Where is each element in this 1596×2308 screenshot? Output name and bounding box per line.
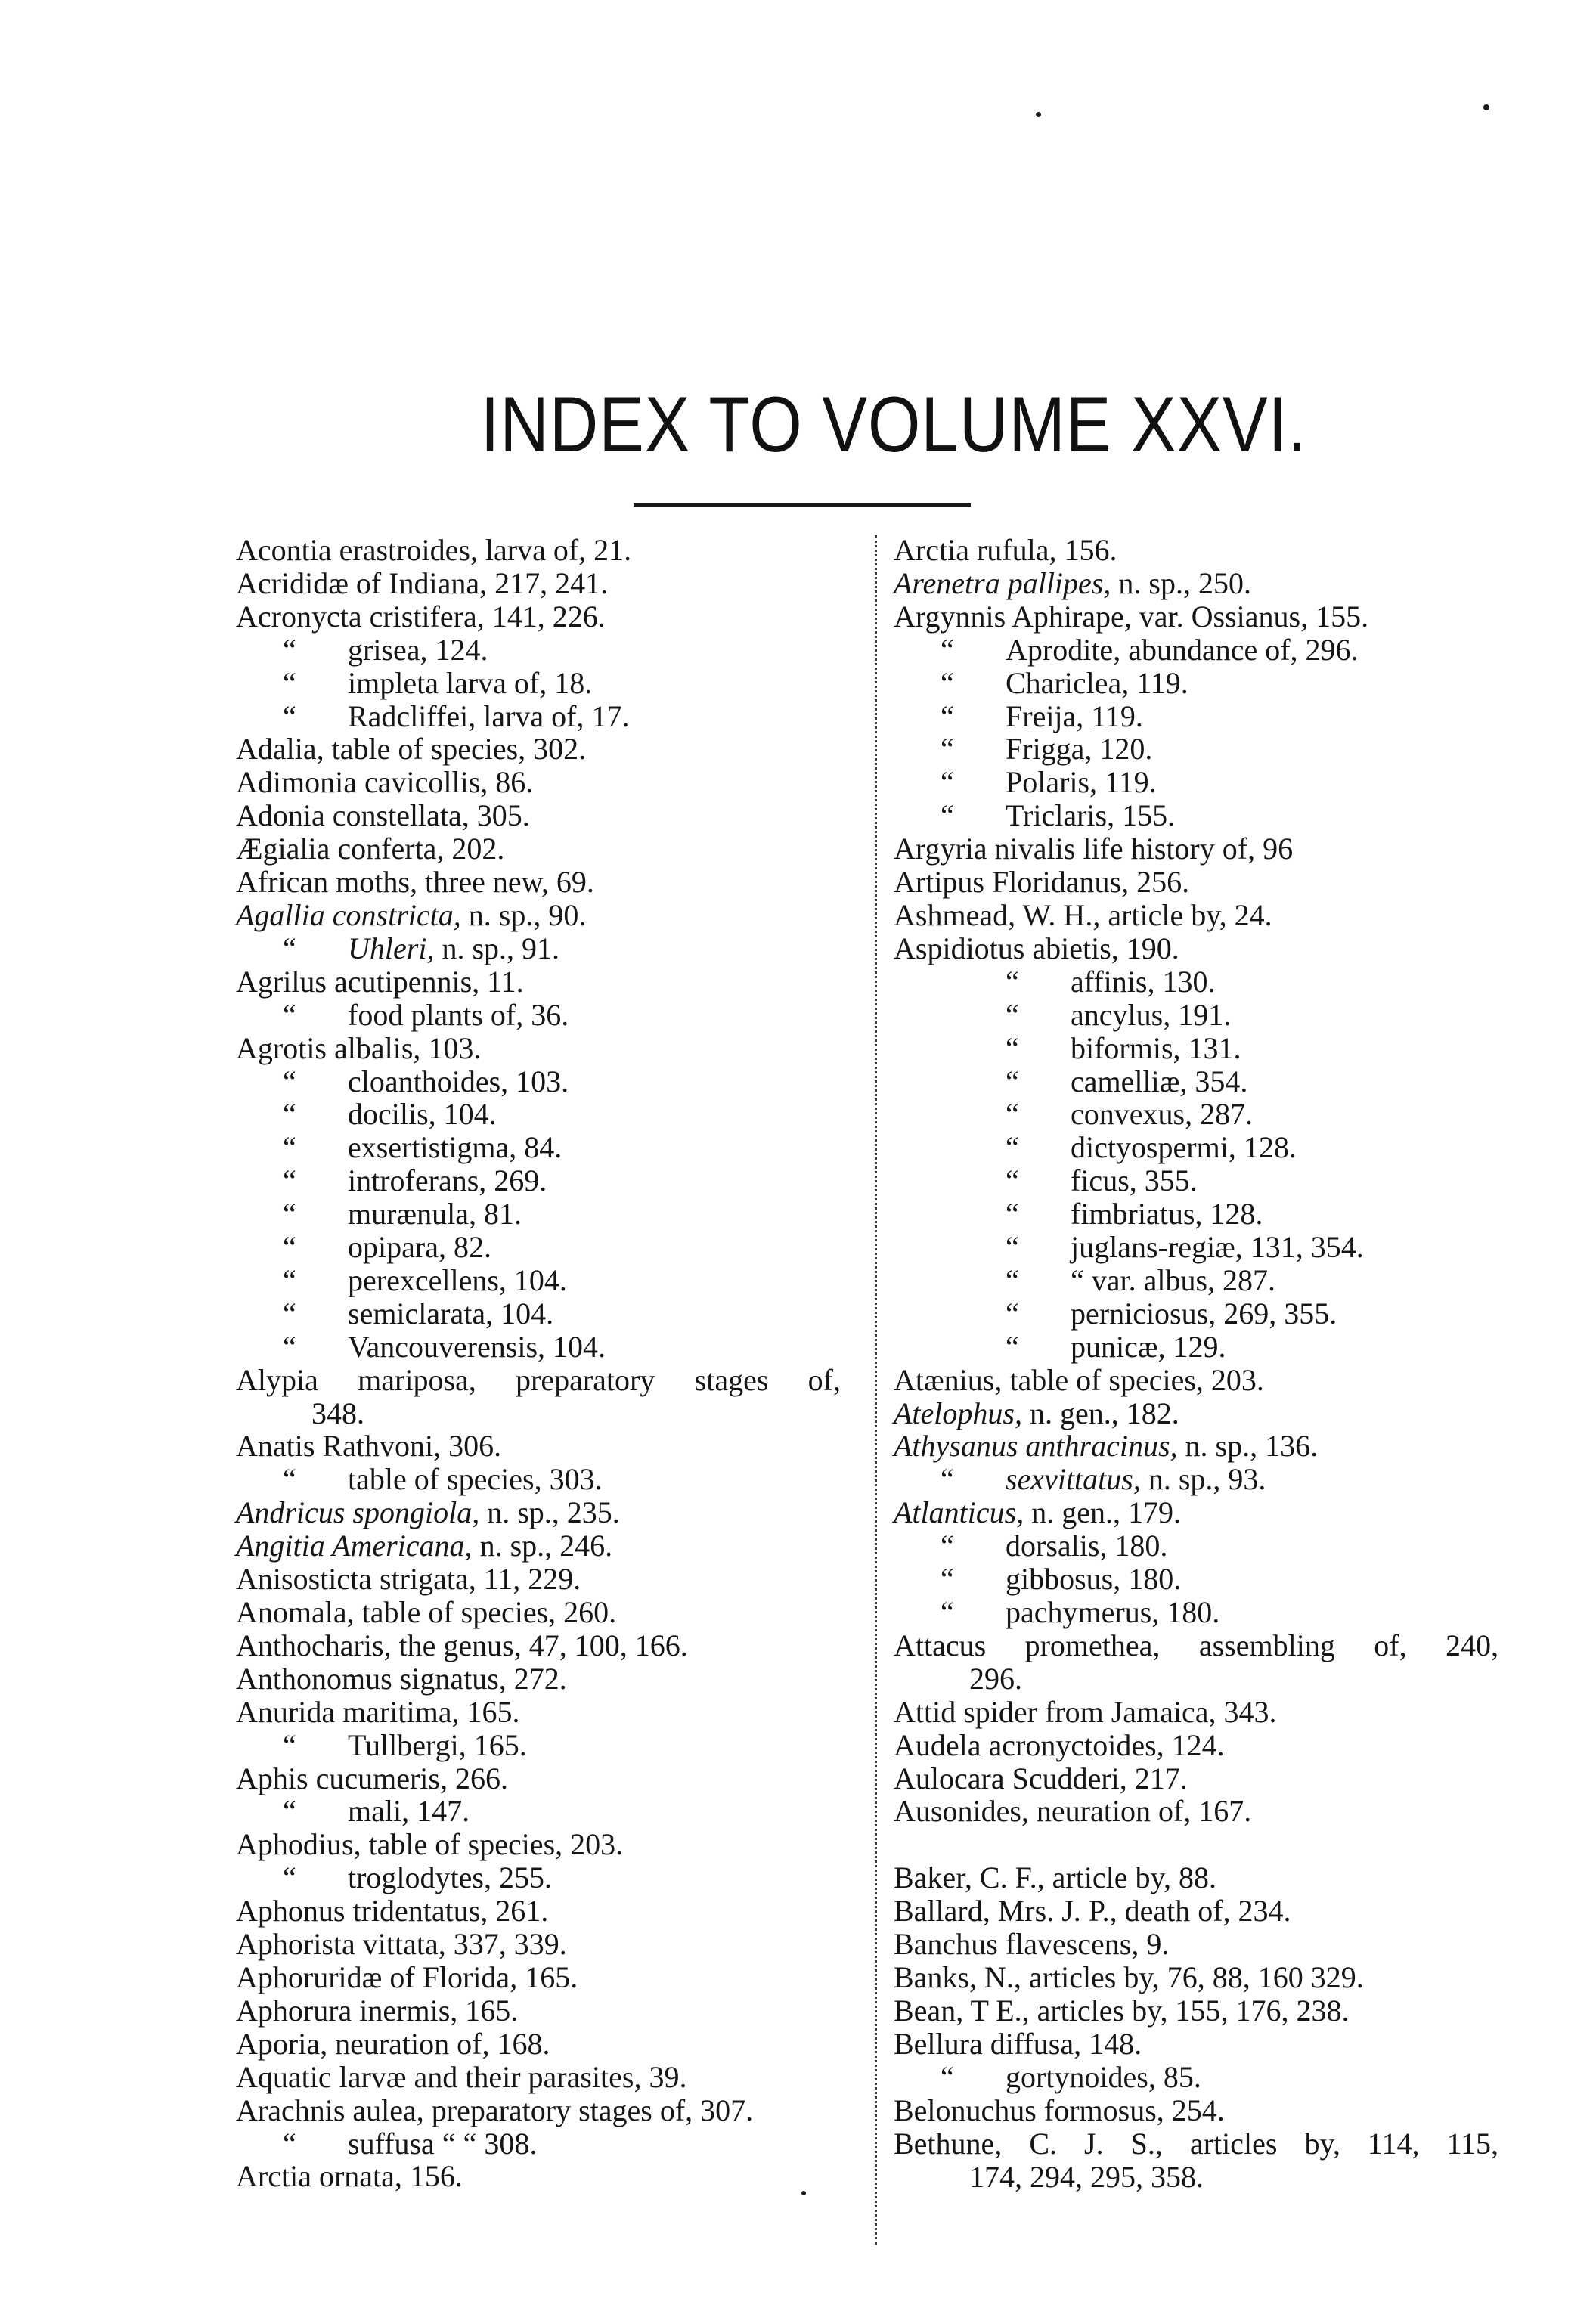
ditto-mark: “ [283, 1462, 296, 1497]
entry-text: n. sp., 90. [460, 897, 587, 932]
ditto-mark: “ [1006, 1163, 1019, 1198]
entry-text: 296. [969, 1661, 1022, 1696]
ditto-mark: “ [1006, 1262, 1019, 1297]
index-entry [236, 1463, 863, 1496]
entry-text: juglans-regiæ, 131, 354. [1071, 1230, 1364, 1265]
index-entry [894, 1762, 1521, 1795]
entry-text: Alypia mariposa, preparatory stages of, [236, 1362, 841, 1397]
ditto-mark: “ [1006, 1130, 1019, 1165]
index-entry [236, 932, 863, 965]
index-entry [894, 965, 1521, 999]
index-entry [236, 766, 863, 799]
entry-text: camelliæ, 354. [1071, 1064, 1248, 1098]
taxon-name-italic: Uhleri, [348, 931, 435, 965]
entry-text: Vancouverensis, 104. [348, 1329, 606, 1364]
ditto-mark: “ [941, 798, 954, 833]
index-entry [236, 1231, 863, 1264]
entry-text: affinis, 130. [1071, 964, 1216, 999]
taxon-name-italic: Andricus spongiola, [236, 1495, 480, 1530]
ditto-mark: “ [1006, 1030, 1019, 1065]
ditto-mark: “ [283, 1860, 296, 1895]
index-entry [236, 1994, 863, 2028]
index-entry [236, 1430, 863, 1463]
entry-text: Atænius, table of species, 203. [894, 1362, 1264, 1397]
index-entry [894, 634, 1521, 667]
entry-text: gortynoides, 85. [1006, 2059, 1201, 2094]
index-entry [894, 1231, 1521, 1264]
entry-text: docilis, 104. [348, 1097, 497, 1132]
index-entry [236, 667, 863, 700]
entry-text: Belonuchus formosus, 254. [894, 2093, 1225, 2127]
entry-text: Freija, 119. [1006, 699, 1143, 733]
index-entry [894, 1894, 1521, 1928]
index-entry [894, 766, 1521, 799]
entry-text: Anomala, table of species, 260. [236, 1595, 617, 1629]
entry-text: Anthocharis, the genus, 47, 100, 166. [236, 1628, 688, 1662]
index-entry [894, 899, 1521, 932]
entry-text: Arctia rufula, 156. [894, 533, 1117, 567]
index-entry [236, 965, 863, 999]
entry-text: Anisosticta strigata, 11, 229. [236, 1562, 581, 1597]
ditto-mark: “ [283, 699, 296, 733]
entry-text: Radcliffei, larva of, 17. [348, 699, 630, 733]
entry-text: Adimonia cavicollis, 86. [236, 765, 534, 800]
entry-text: murænula, 81. [348, 1197, 522, 1231]
entry-text: Attacus promethea, assembling of, 240, [894, 1628, 1498, 1662]
entry-text: perexcellens, 104. [348, 1262, 567, 1297]
index-entry [236, 1098, 863, 1131]
index-entry [894, 1696, 1521, 1729]
entry-text: Aphodius, table of species, 203. [236, 1827, 624, 1862]
index-entry [236, 1928, 863, 1961]
index-entry [894, 1297, 1521, 1331]
index-entry [894, 1795, 1521, 1828]
column-divider [875, 535, 877, 2245]
index-entry [894, 1662, 1521, 1696]
index-entry [236, 1629, 863, 1662]
index-entry [236, 534, 863, 567]
index-entry [236, 832, 863, 866]
entry-text: Aphorista vittata, 337, 339. [236, 1927, 567, 1962]
entry-text: ficus, 355. [1071, 1163, 1198, 1198]
index-entry [894, 600, 1521, 634]
taxon-name-italic: Arenetra pallipes, [894, 565, 1111, 600]
taxon-name-italic: Atelophus, [894, 1396, 1022, 1430]
index-entry [236, 1197, 863, 1231]
index-entry [894, 1032, 1521, 1065]
index-entry [894, 1364, 1521, 1397]
entry-text: n. sp., 93. [1140, 1462, 1266, 1497]
entry-text: Arachnis aulea, preparatory stages of, 307. [236, 2093, 754, 2127]
index-entry [236, 1696, 863, 1729]
ditto-mark: “ [283, 1727, 296, 1762]
index-entry [236, 1762, 863, 1795]
index-entry [236, 700, 863, 733]
index-entry [894, 667, 1521, 700]
ink-speck [1036, 112, 1041, 117]
ditto-mark: “ [1006, 997, 1019, 1032]
entry-text: Argyria nivalis life history of, 96 [894, 832, 1294, 866]
entry-text: convexus, 287. [1071, 1097, 1254, 1132]
ditto-mark: “ [1006, 1197, 1019, 1231]
index-entry [894, 2061, 1521, 2094]
ditto-mark: “ [283, 1197, 296, 1231]
index-entry [236, 1662, 863, 1696]
index-entry [236, 1364, 841, 1397]
index-entry [894, 1430, 1521, 1463]
index-entry [894, 700, 1521, 733]
index-entry [236, 634, 863, 667]
index-entry [894, 2127, 1498, 2161]
entry-text: Arctia ornata, 156. [236, 2159, 463, 2194]
entry-text: Attid spider from Jamaica, 343. [894, 1694, 1277, 1729]
index-entry [236, 1529, 863, 1563]
index-entry [236, 567, 863, 600]
entry-text: n. sp., 136. [1177, 1429, 1319, 1464]
entry-text: Argynnis Aphirape, var. Ossianus, 155. [894, 599, 1369, 634]
index-entry [894, 2161, 1521, 2194]
index-entry [894, 733, 1521, 766]
ink-speck [1483, 104, 1489, 110]
entry-text: n. gen., 182. [1021, 1396, 1179, 1430]
entry-text: Ausonides, neuration of, 167. [894, 1794, 1252, 1829]
ditto-mark: “ [283, 1163, 296, 1198]
entry-text: Ashmead, W. H., article by, 24. [894, 897, 1272, 932]
index-entry [236, 866, 863, 899]
entry-text: Aulocara Scudderi, 217. [894, 1761, 1188, 1795]
index-entry [894, 1928, 1521, 1961]
index-entry [894, 1729, 1521, 1762]
index-entry [894, 1264, 1521, 1297]
index-entry [894, 1629, 1498, 1662]
index-entry [894, 2028, 1521, 2061]
entry-text: Anthonomus signatus, 272. [236, 1661, 567, 1696]
index-entry [236, 733, 863, 766]
index-entry [236, 899, 863, 932]
entry-text: Frigga, 120. [1006, 732, 1153, 767]
entry-text: opipara, 82. [348, 1230, 491, 1265]
index-entry [236, 2094, 863, 2127]
ditto-mark: “ [941, 1529, 954, 1563]
index-entry [894, 1563, 1521, 1596]
ditto-mark: “ [283, 1097, 296, 1132]
entry-text: 174, 294, 295, 358. [969, 2159, 1204, 2194]
entry-text: gibbosus, 180. [1006, 1562, 1182, 1597]
entry-text: Banks, N., articles by, 76, 88, 160 329. [894, 1960, 1364, 1995]
index-entry [236, 1563, 863, 1596]
ditto-mark: “ [941, 765, 954, 800]
index-entry [894, 1164, 1521, 1197]
entry-text: Chariclea, 119. [1006, 665, 1188, 700]
entry-text: Aphoruridæ of Florida, 165. [236, 1959, 578, 1994]
entry-text: n. sp., 250. [1111, 565, 1251, 600]
ditto-mark: “ [941, 732, 954, 767]
entry-text: suffusa “ “ 308. [348, 2126, 538, 2161]
entry-text: Triclaris, 155. [1006, 798, 1176, 833]
index-entry [894, 1098, 1521, 1131]
ditto-mark: “ [283, 1296, 296, 1331]
index-entry [894, 1529, 1521, 1563]
entry-text: Artipus Floridanus, 256. [894, 865, 1190, 900]
index-entry [894, 1065, 1521, 1098]
index-entry [894, 1131, 1521, 1164]
ditto-mark: “ [283, 931, 296, 965]
index-entry [236, 1894, 863, 1928]
entry-text: ancylus, 191. [1071, 997, 1232, 1032]
index-entry [236, 1397, 863, 1430]
index-entry [236, 1331, 863, 1364]
entry-text: Adonia constellata, 305. [236, 798, 530, 833]
entry-text: Ægialia conferta, 202. [236, 832, 505, 866]
ditto-mark: “ [283, 1130, 296, 1165]
entry-text: Bethune, C. J. S., articles by, 114, 115, [894, 2126, 1498, 2161]
taxon-name-italic: Agallia constricta, [236, 897, 461, 932]
index-entry [236, 1032, 863, 1065]
entry-text: table of species, 303. [348, 1462, 603, 1497]
index-entry [894, 2094, 1521, 2127]
index-entry [894, 1994, 1521, 2028]
index-entry [894, 1861, 1521, 1894]
entry-text: Aphonus tridentatus, 261. [236, 1894, 549, 1928]
ditto-mark: “ [941, 1595, 954, 1629]
ditto-mark: “ [283, 2126, 296, 2161]
index-column-right [894, 534, 1521, 2193]
entry-text: n. sp., 246. [472, 1529, 613, 1563]
entry-text: African moths, three new, 69. [236, 865, 594, 900]
page-title: INDEX TO VOLUME XXVI. [480, 381, 1307, 469]
entry-text: Anurida maritima, 165. [236, 1694, 520, 1729]
entry-text: n. sp., 91. [434, 931, 560, 965]
index-entry [236, 1596, 863, 1629]
ditto-mark: “ [1006, 1230, 1019, 1265]
index-entry [236, 1065, 863, 1098]
index-entry [236, 2028, 863, 2061]
entry-text: grisea, 124. [348, 632, 488, 667]
entry-text: Aspidiotus abietis, 190. [894, 931, 1179, 965]
taxon-name-italic: Athysanus anthracinus, [894, 1429, 1178, 1464]
entry-text: Acrididæ of Indiana, 217, 241. [236, 565, 609, 600]
ditto-mark: “ [941, 699, 954, 733]
entry-text: Aphorura inermis, 165. [236, 1993, 519, 2028]
index-entry [894, 999, 1521, 1032]
entry-text: n. gen., 179. [1024, 1495, 1181, 1530]
index-entry [894, 1331, 1521, 1364]
entry-text: pachymerus, 180. [1006, 1595, 1220, 1629]
entry-text: n. sp., 235. [479, 1495, 620, 1530]
index-entry [236, 1164, 863, 1197]
index-entry [236, 799, 863, 832]
entry-text: 348. [311, 1396, 364, 1430]
entry-text: introferans, 269. [348, 1163, 547, 1198]
index-entry [236, 1131, 863, 1164]
entry-text: Aporia, neuration of, 168. [236, 2026, 550, 2061]
entry-text: Acronycta cristifera, 141, 226. [236, 599, 606, 634]
index-entry [236, 2061, 863, 2094]
entry-text: exsertistigma, 84. [348, 1130, 562, 1165]
index-entry [236, 600, 863, 634]
entry-text: Aprodite, abundance of, 296. [1006, 632, 1359, 667]
entry-text: “ var. albus, 287. [1071, 1262, 1276, 1297]
entry-text: Agrilus acutipennis, 11. [236, 964, 524, 999]
ditto-mark: “ [1006, 1329, 1019, 1364]
index-entry [236, 1828, 863, 1861]
ditto-mark: “ [283, 1794, 296, 1829]
ditto-mark: “ [1006, 1296, 1019, 1331]
index-entry [236, 1861, 863, 1894]
entry-text: troglodytes, 255. [348, 1860, 552, 1895]
taxon-name-italic: sexvittatus, [1006, 1462, 1141, 1497]
index-entry [894, 799, 1521, 832]
entry-text: dictyospermi, 128. [1071, 1130, 1297, 1165]
ditto-mark: “ [941, 2059, 954, 2094]
entry-text: Baker, C. F., article by, 88. [894, 1860, 1216, 1895]
entry-text: fimbriatus, 128. [1071, 1197, 1263, 1231]
index-entry [236, 999, 863, 1032]
ditto-mark: “ [941, 1462, 954, 1497]
ditto-mark: “ [1006, 1064, 1019, 1098]
entry-text: Polaris, 119. [1006, 765, 1157, 800]
ditto-mark: “ [283, 1329, 296, 1364]
ditto-mark: “ [283, 1262, 296, 1297]
index-entry [236, 1496, 863, 1529]
entry-text: Acontia erastroides, larva of, 21. [236, 533, 632, 567]
index-entry [236, 1961, 863, 1994]
entry-text: Audela acronyctoides, 124. [894, 1727, 1225, 1762]
index-entry [236, 1795, 863, 1828]
entry-text: Aquatic larvæ and their parasites, 39. [236, 2059, 687, 2094]
entry-text: Bellura diffusa, 148. [894, 2026, 1142, 2061]
index-entry [236, 2160, 863, 2193]
entry-text: food plants of, 36. [348, 997, 569, 1032]
entry-text: cloanthoides, 103. [348, 1064, 569, 1098]
entry-text: Tullbergi, 165. [348, 1727, 527, 1762]
index-entry [894, 832, 1521, 866]
entry-text: dorsalis, 180. [1006, 1529, 1168, 1563]
ditto-mark: “ [1006, 964, 1019, 999]
index-entry [894, 1197, 1521, 1231]
index-entry [894, 567, 1521, 600]
taxon-name-italic: Atlanticus, [894, 1495, 1024, 1530]
entry-text: punicæ, 129. [1071, 1329, 1226, 1364]
title-rule [634, 503, 971, 507]
entry-text: impleta larva of, 18. [348, 665, 593, 700]
ditto-mark: “ [941, 665, 954, 700]
ditto-mark: “ [283, 997, 296, 1032]
ditto-mark: “ [283, 632, 296, 667]
ditto-mark: “ [941, 1562, 954, 1597]
ditto-mark: “ [941, 632, 954, 667]
index-entry [236, 1729, 863, 1762]
ditto-mark: “ [283, 665, 296, 700]
entry-text: Banchus flavescens, 9. [894, 1927, 1170, 1962]
entry-text: perniciosus, 269, 355. [1071, 1296, 1337, 1331]
index-entry [894, 534, 1521, 567]
index-entry [236, 1297, 863, 1331]
entry-text: Anatis Rathvoni, 306. [236, 1429, 502, 1464]
index-entry [894, 1463, 1521, 1496]
index-entry [894, 866, 1521, 899]
index-entry [236, 2127, 863, 2161]
ditto-mark: “ [283, 1064, 296, 1098]
ditto-mark: “ [283, 1230, 296, 1265]
index-entry [894, 1596, 1521, 1629]
index-entry [894, 1496, 1521, 1529]
index-entry [894, 1961, 1521, 1994]
taxon-name-italic: Angitia Americana, [236, 1529, 473, 1563]
entry-text: biformis, 131. [1071, 1030, 1241, 1065]
entry-text: Adalia, table of species, 302. [236, 732, 587, 767]
index-column-left [236, 534, 863, 2193]
index-entry [236, 1264, 863, 1297]
entry-text: Ballard, Mrs. J. P., death of, 234. [894, 1894, 1291, 1928]
entry-text: Aphis cucumeris, 266. [236, 1761, 508, 1795]
ditto-mark: “ [1006, 1097, 1019, 1132]
index-entry [894, 1397, 1521, 1430]
entry-text: Bean, T E., articles by, 155, 176, 238. [894, 1993, 1350, 2028]
entry-text: Agrotis albalis, 103. [236, 1030, 482, 1065]
entry-text: mali, 147. [348, 1794, 470, 1829]
entry-text: semiclarata, 104. [348, 1296, 554, 1331]
index-entry [894, 932, 1521, 965]
